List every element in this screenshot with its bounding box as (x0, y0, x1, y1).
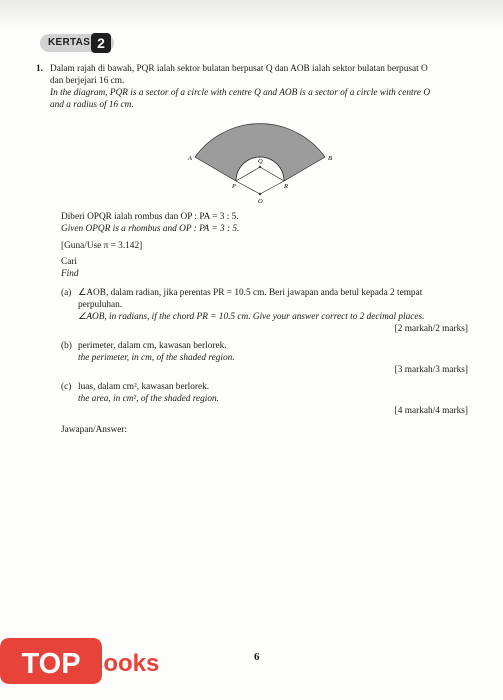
label-A: A (188, 155, 192, 162)
logo-top-text: TOP (21, 648, 81, 680)
sector-diagram (180, 108, 340, 208)
label-B: B (328, 155, 332, 162)
answer-label: Jawapan/Answer: (61, 425, 128, 435)
shaded-region (195, 124, 325, 181)
paper-badge-label: KERTAS (48, 37, 91, 48)
part-a-label: (a) (61, 288, 72, 298)
part-c-english: the area, in cm², of the shaded region. (78, 394, 220, 404)
find-english: Find (61, 269, 79, 279)
page-number: 6 (254, 651, 260, 663)
label-R: R (284, 183, 288, 190)
part-a-marks: [2 markah/2 marks] (394, 324, 468, 334)
intro-malay-line-1: Dalam rajah di bawah, PQR ialah sektor bulatan berpusat Q dan AOB ialah sektor bulatan berpusat O (50, 64, 428, 74)
topbooks-logo (0, 612, 200, 700)
part-b-label: (b) (61, 341, 72, 351)
find-malay: Cari (61, 257, 78, 267)
part-b-malay: perimeter, dalam cm, kawasan berlorek. (78, 341, 227, 351)
part-c-malay: luas, dalam cm², kawasan berlorek. (78, 382, 210, 392)
part-b-english: the perimeter, in cm, of the shaded region. (78, 353, 235, 363)
part-a-malay-line-2: perpuluhan. (78, 300, 123, 310)
use-pi-note: [Guna/Use π = 3.142] (61, 241, 143, 251)
label-P: P (232, 183, 236, 190)
paper-badge-number: 2 (91, 33, 111, 53)
label-Q: Q (258, 158, 263, 165)
part-b-marks: [3 markah/3 marks] (394, 365, 468, 375)
part-a-malay-line-1: ∠AOB, dalam radian, jika perentas PR = 10.5 cm. Beri jawapan anda betul kepada 2 tempat (78, 288, 423, 298)
intro-english-line-1: In the diagram, PQR is a sector of a circle with centre Q and AOB is a sector of a circle with centre O (50, 88, 431, 98)
part-c-label: (c) (61, 382, 72, 392)
intro-english-line-2: and a radius of 16 cm. (50, 100, 134, 110)
logo-books-text: Books (86, 650, 160, 677)
paper-badge (40, 33, 116, 53)
scan-shadow (0, 0, 503, 30)
part-c-marks: [4 markah/4 marks] (394, 406, 468, 416)
given-malay: Diberi OPQR ialah rombus dan OP : PA = 3 : 5. (61, 212, 239, 222)
question-number: 1. (36, 64, 43, 74)
rhombus-OPQR (236, 167, 284, 194)
given-english: Given OPQR is a rhombus and OP : PA = 3 : 5. (61, 224, 240, 234)
intro-malay-line-2: dan berjejari 16 cm. (50, 76, 125, 86)
part-a-english: ∠AOB, in radians, if the chord PR = 10.5 cm. Give your answer correct to 2 decimal places. (78, 312, 425, 322)
label-O: O (258, 198, 263, 205)
